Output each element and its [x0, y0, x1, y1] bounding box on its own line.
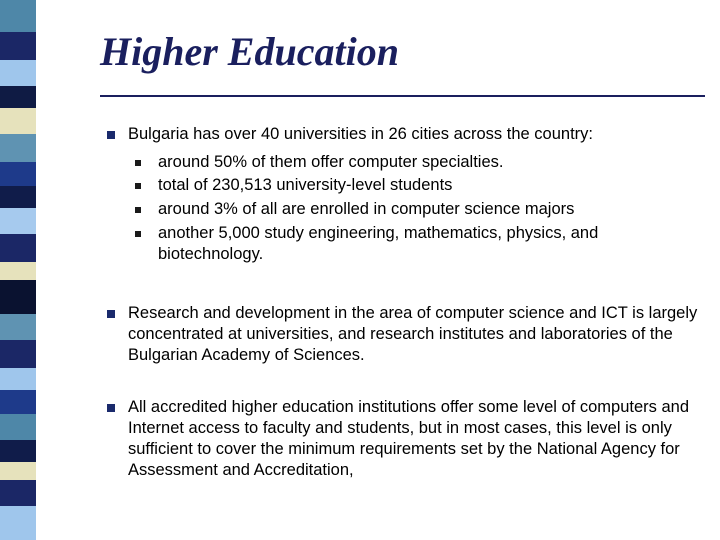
- bullet-text: All accredited higher education institutions offer some level of computers and Internet access to faculty and students, but in most cases, this level is only sufficient to cover the minimum requirements set by the National Agency for Assessment and Accreditation,: [128, 398, 690, 479]
- bullet-text: Research and development in the area of computer science and ICT is largely concentrated at universities, and research institutes and laboratories of the Bulgarian Academy of Sciences.: [128, 304, 698, 364]
- sub-bullet-text: around 50% of them offer computer specialties.: [158, 153, 504, 171]
- sub-bullet-marker: [135, 183, 141, 189]
- bullet-marker: [107, 310, 115, 318]
- bullet-text: Bulgaria has over 40 universities in 26 cities across the country:: [128, 125, 593, 143]
- bullet-marker: [107, 131, 115, 139]
- title-divider: [100, 95, 705, 97]
- sub-bullet-text: total of 230,513 university-level students: [158, 176, 453, 194]
- slide-title: Higher Education: [100, 29, 399, 74]
- sub-bullet-marker: [135, 231, 141, 237]
- sub-bullet-marker: [135, 160, 141, 166]
- sub-bullet-text: around 3% of all are enrolled in computer science majors: [158, 200, 575, 218]
- bullet-marker: [107, 404, 115, 412]
- sub-bullet-marker: [135, 207, 141, 213]
- decorative-stripe: [0, 0, 36, 540]
- sub-bullet-text: another 5,000 study engineering, mathematics, physics, and biotechnology.: [158, 224, 599, 263]
